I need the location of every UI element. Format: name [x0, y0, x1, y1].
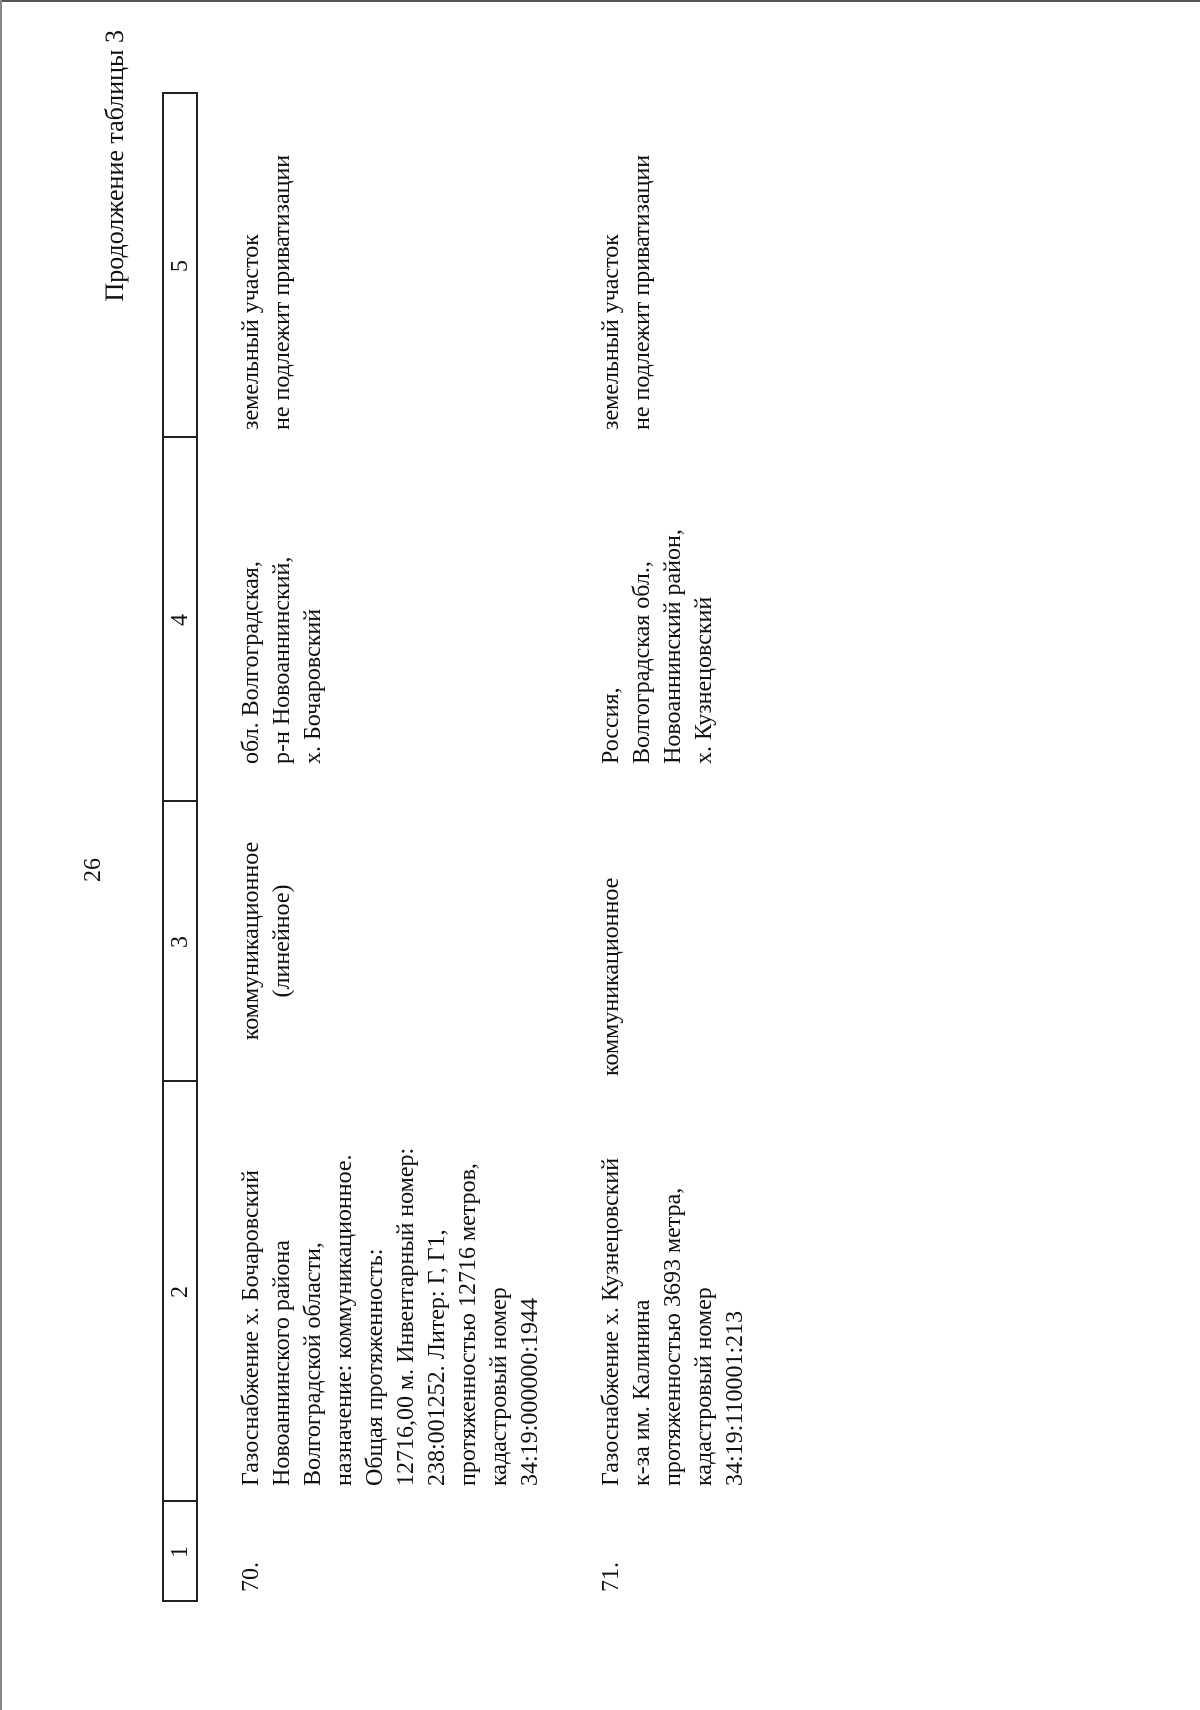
- object-address: Россия, Волгоградская обл., Новоаннинский район, х. Кузнецовский: [598, 529, 717, 764]
- land-plot-note: земельный участок не подлежит приватизации: [598, 154, 655, 430]
- object-type: коммуникационное (линейное): [238, 841, 295, 1041]
- land-plot-note: земельный участок не подлежит приватизации: [238, 154, 295, 430]
- row-number: 70.: [238, 1562, 264, 1592]
- column-number-3: 3: [167, 936, 193, 948]
- object-type: коммуникационное: [598, 877, 624, 1076]
- header-top-rule: [162, 92, 164, 1602]
- column-number-2: 2: [167, 1286, 193, 1298]
- column-number-4: 4: [167, 614, 193, 626]
- object-name: Газоснабжение х. Кузнецовский к-за им. Калинина протяженностью 3693 метра, кадастровый номер 34:19:110001:213: [598, 1157, 748, 1486]
- row-number: 71.: [598, 1562, 624, 1592]
- object-name: Газоснабжение х. Бочаровский Новоаннинского района Волгоградской области, назначение: коммуникационное. Общая протяженность: 12716,00 м. Инвентарный номер: 238:001252. Литер: Г, Г1, протяженностью 12716 метров, кадастровый номер 34:19:000000:1944: [238, 1147, 543, 1486]
- column-number-5: 5: [167, 260, 193, 272]
- table-continuation-caption: Продолжение таблицы 3: [100, 30, 129, 302]
- page-number: 26: [80, 858, 106, 882]
- header-bottom-rule: [196, 92, 198, 1602]
- object-address: обл. Волгоградская, р-н Новоаннинский, х. Бочаровский: [238, 556, 326, 764]
- column-number-1: 1: [167, 1546, 193, 1558]
